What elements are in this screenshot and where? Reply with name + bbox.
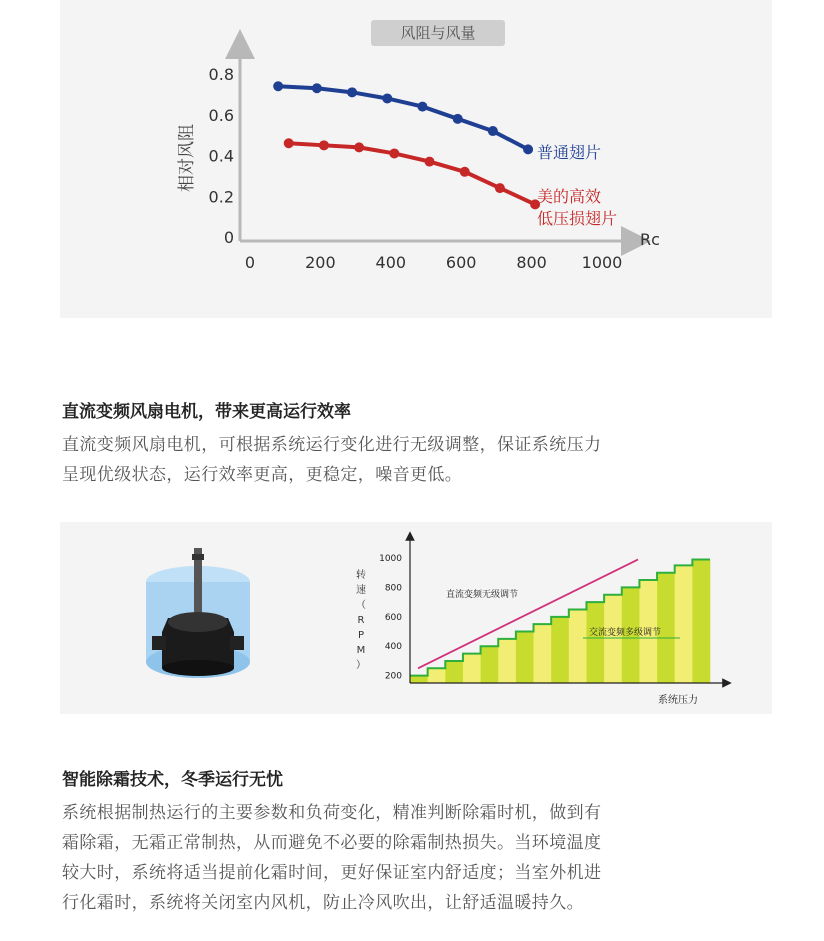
chart1 — [0, 0, 824, 320]
chart1-ytick-label: 0.6 — [208, 105, 234, 125]
section2-line: 系统根据制热运行的主要参数和负荷变化，精准判断除霜时机，做到有 — [62, 803, 602, 823]
section1-heading: 直流变频风扇电机，带来更高运行效率 — [62, 402, 351, 422]
chart2-ylabel-char: 转 — [356, 570, 366, 581]
chart2-step-bar — [675, 565, 693, 683]
chart2-step-bar — [481, 646, 499, 683]
chart1-xtick-label: 800 — [516, 253, 547, 272]
chart2-step-bar — [604, 595, 622, 683]
chart1-ytick-label: 0.8 — [208, 65, 234, 84]
section2-heading: 智能除霜技术，冬季运行无忧 — [62, 770, 283, 790]
chart2-ylabel-char: R — [357, 615, 365, 626]
chart2-step-bar — [534, 624, 552, 683]
chart1-series-0-point — [382, 93, 392, 103]
chart1-series-0-point — [347, 87, 357, 97]
chart2 — [0, 520, 824, 720]
chart1-series-0-label: 普通翅片 — [537, 143, 602, 162]
chart2-ylabel — [356, 568, 366, 671]
section2-line: 较大时，系统将适当提前化霜时间，更好保证室内舒适度；当室外机进 — [62, 863, 602, 883]
chart1-series-1-line — [289, 143, 535, 204]
chart1-series-1-label-line2: 低压损翅片 — [537, 209, 618, 228]
chart1-series-0-line — [278, 86, 528, 149]
chart1-series-1-point — [389, 148, 399, 158]
chart1-xlabel: Rc — [640, 230, 660, 249]
chart1-series-1-label-line1: 美的高效 — [537, 187, 602, 206]
chart2-line-ac-label: 交流变频多级调节 — [589, 628, 662, 638]
chart2-step-bar — [445, 661, 463, 683]
chart2-xlabel: 系统压力 — [658, 695, 698, 706]
chart1-ylabel: 相对风阻 — [177, 124, 197, 192]
chart1-xtick-label: 600 — [445, 253, 477, 272]
chart1-ytick-label: 0.2 — [208, 187, 234, 207]
chart1-xtick-label: 200 — [305, 253, 336, 272]
section2-body — [62, 798, 762, 918]
section1-line: 呈现优级状态，运行效率更高，更稳定，噪音更低。 — [62, 465, 463, 485]
chart2-ytick-label: 400 — [384, 642, 402, 653]
section2-line: 霜除霜，无霜正常制热，从而避免不必要的除霜制热损失。当环境温度 — [62, 833, 602, 853]
chart1-series-0-point — [273, 81, 283, 91]
chart2-step-bar — [551, 617, 569, 683]
chart1-xtick-label: 0 — [244, 253, 256, 272]
chart1-series-1-point — [319, 140, 329, 150]
chart1-series-1-point — [495, 183, 505, 193]
chart1-series-0-point — [453, 114, 463, 124]
section2-line: 行化霜时，系统将关闭室内风机，防止冷风吹出，让舒适温暖持久。 — [62, 893, 584, 913]
section1-line: 直流变频风扇电机，可根据系统运行变化进行无级调整，保证系统压力 — [62, 435, 602, 455]
chart2-step-bar — [410, 676, 428, 683]
chart2-ylabel-char: M — [356, 645, 366, 656]
chart1-ytick-label: 0 — [223, 228, 234, 247]
chart1-series-0-point — [312, 83, 322, 93]
chart1-series-0-point — [488, 126, 498, 136]
chart2-ylabel-char: ） — [356, 660, 366, 671]
chart1-series-1-label — [537, 187, 617, 228]
chart1-series-1-point — [354, 142, 364, 152]
chart2-step-bar — [586, 602, 604, 683]
chart2-ytick-label: 600 — [384, 612, 402, 623]
chart2-ytick-label: 200 — [384, 671, 402, 682]
chart2-ylabel-char: 速 — [356, 585, 366, 596]
chart1-series-0-point — [523, 144, 533, 154]
chart2-step-bar — [569, 609, 587, 683]
chart2-step-bar — [692, 559, 710, 683]
chart1-series-1-point — [425, 157, 435, 167]
chart2-step-bar — [463, 654, 481, 683]
chart1-series-0-point — [417, 102, 427, 112]
chart2-ylabel-char: （ — [356, 600, 366, 611]
chart1-title: 风阻与风量 — [371, 20, 505, 46]
chart2-step-bar — [498, 639, 516, 683]
chart1-xtick-label: 400 — [375, 253, 407, 272]
chart2-ylabel-char: P — [357, 630, 365, 641]
chart2-step-bar — [516, 632, 534, 683]
chart1-ytick-label: 0.4 — [208, 146, 234, 166]
section1-body — [62, 430, 762, 490]
chart2-ytick-label: 1000 — [379, 554, 402, 564]
chart2-step-bar — [428, 668, 446, 683]
chart2-line-dc-label: 直流变频无级调节 — [446, 590, 519, 600]
chart1-series-1-point — [284, 138, 294, 148]
chart1-series-1-point — [460, 167, 470, 177]
chart2-ytick-label: 800 — [384, 583, 402, 594]
chart1-xtick-label: 1000 — [581, 253, 623, 272]
